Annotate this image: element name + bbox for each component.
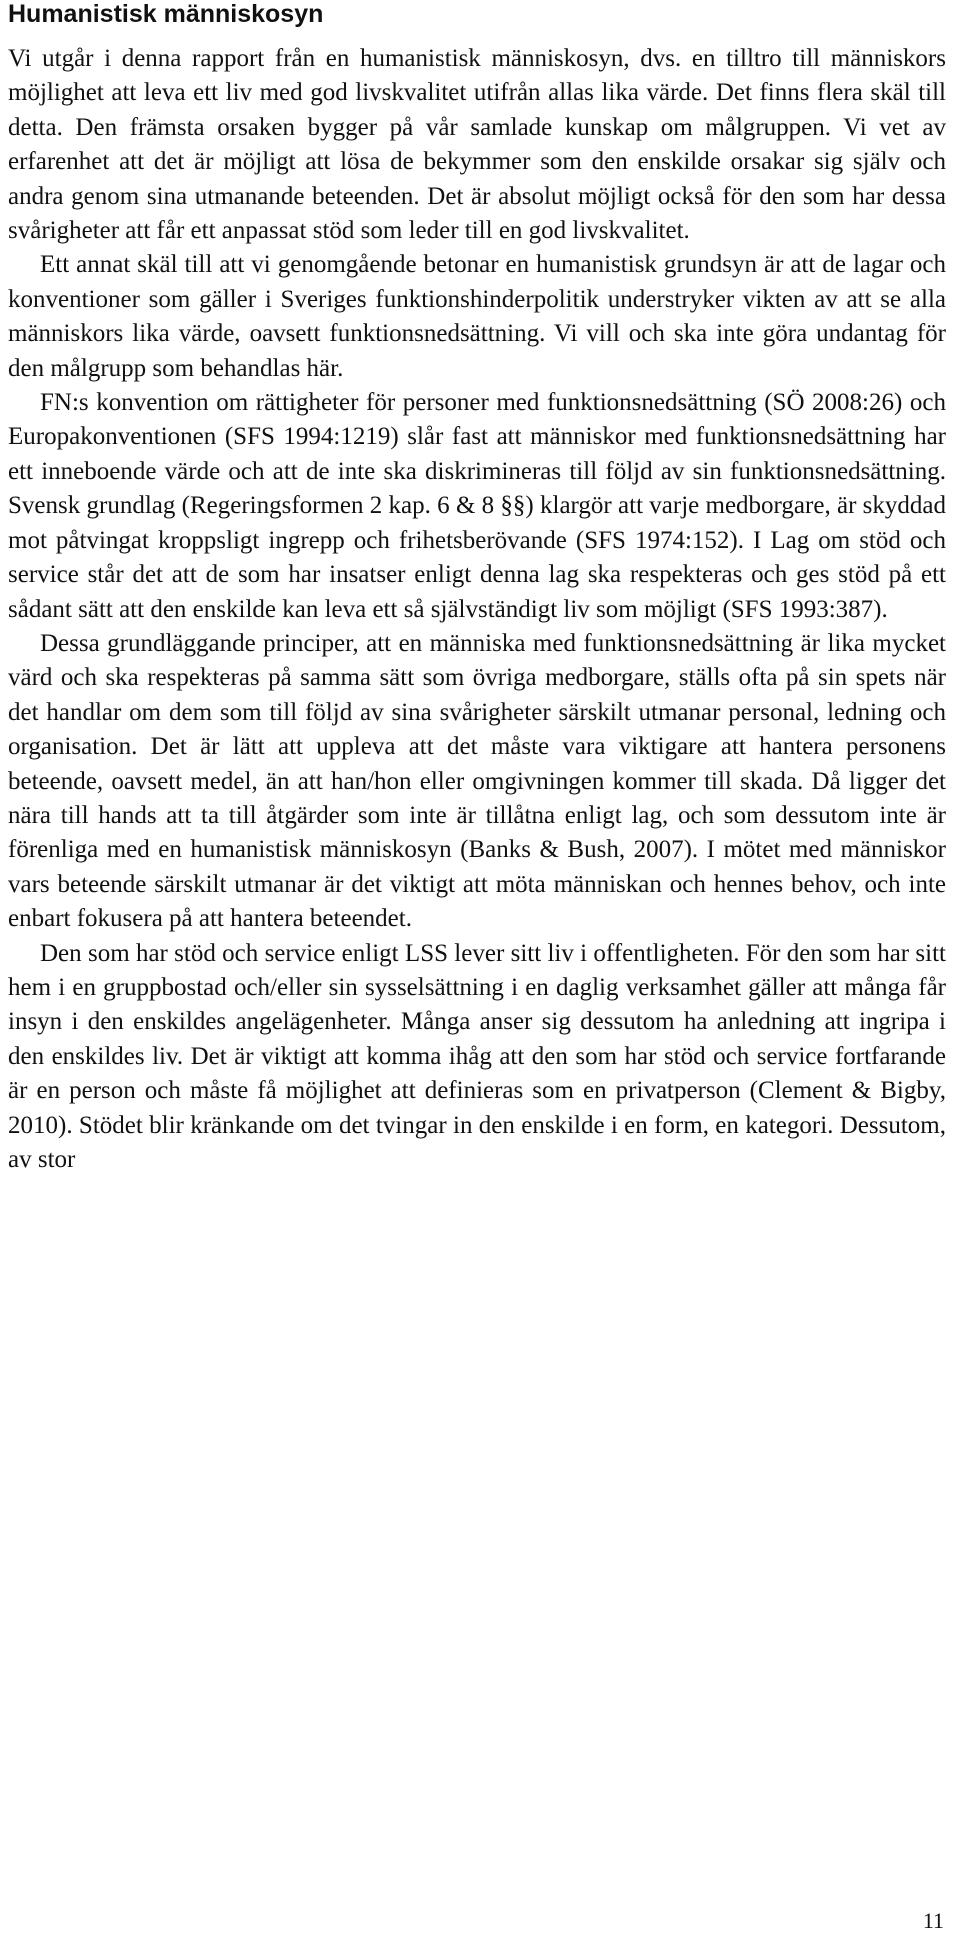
paragraph-3: FN:s konvention om rättigheter för personer med funktionsnedsättning (SÖ 2008:26) och Europakonventionen (SFS 1994:1219) slår fast att människor med funktionsnedsättning har ett inneboende värde och att de inte ska diskrimineras till följd av sin funktionsnedsättning. Svensk grundlag (Regeringsformen 2 kap. 6 & 8 §§) klargör att varje medborgare, är skyddad mot påtvingat kroppsligt ingrepp och frihetsberövande (SFS 1974:152). I Lag om stöd och service står det att de som har insatser enligt denna lag ska respekteras och ges stöd på ett sådant sätt att den enskilde kan leva ett så självständigt liv som möjligt (SFS 1993:387).	[8, 389, 946, 623]
page-number: 11	[922, 1908, 944, 1933]
paragraph-5: Den som har stöd och service enligt LSS lever sitt liv i offentligheten. För den som har sitt hem i en gruppbostad och/eller sin sysselsättning i en daglig verksamhet gäller att många får insyn i den enskildes angelägenheter. Många anser sig dessutom ha anledning att ingripa i den enskildes liv. Det är viktigt att komma ihåg att den som har stöd och service fortfarande är en person och måste få möjlighet att definieras som en privatperson (Clement & Bigby, 2010). Stödet blir kränkande om det tvingar in den enskilde i en form, en kategori. Dessutom, av stor	[8, 939, 946, 1173]
section-heading: Humanistisk människosyn	[8, 0, 324, 28]
paragraph-1: Vi utgår i denna rapport från en humanistisk människosyn, dvs. en tilltro till människors möjlighet att leva ett liv med god livskvalitet utifrån allas lika värde. Det finns flera skäl till detta. Den främsta orsaken bygger på vår samlade kunskap om målgruppen. Vi vet av erfarenhet att det är möjligt att lösa de bekymmer som den enskilde orsakar sig själv och andra genom sina utmanande beteenden. Det är absolut möjligt också för den som har dessa svårigheter att får ett anpassat stöd som leder till en god livskvalitet.	[8, 45, 946, 245]
paragraph-4: Dessa grundläggande principer, att en människa med funktionsnedsättning är lika mycket värd och ska respekteras på samma sätt som övriga medborgare, ställs ofta på sin spets när det handlar om dem som till följd av sina svårigheter särskilt utmanar personal, ledning och organisation. Det är lätt att uppleva att det måste vara viktigare att hantera personens beteende, oavsett medel, än att han/hon eller omgivningen kommer till skada. Då ligger det nära till hands att ta till åtgärder som inte är tillåtna enligt lag, och som dessutom inte är förenliga med en humanistisk människosyn (Banks & Bush, 2007). I mötet med människor vars beteende särskilt utmanar är det viktigt att möta människan och hennes behov, och inte enbart fokusera på att hantera beteendet.	[8, 629, 946, 933]
body-text	[8, 42, 946, 1177]
paragraph-2: Ett annat skäl till att vi genomgående betonar en humanistisk grundsyn är att de lagar och konventioner som gäller i Sveriges funktionshinderpolitik understryker vikten av att se alla människors lika värde, oavsett funktionsnedsättning. Vi vill och ska inte göra undantag för den målgrupp som behandlas här.	[8, 251, 946, 382]
